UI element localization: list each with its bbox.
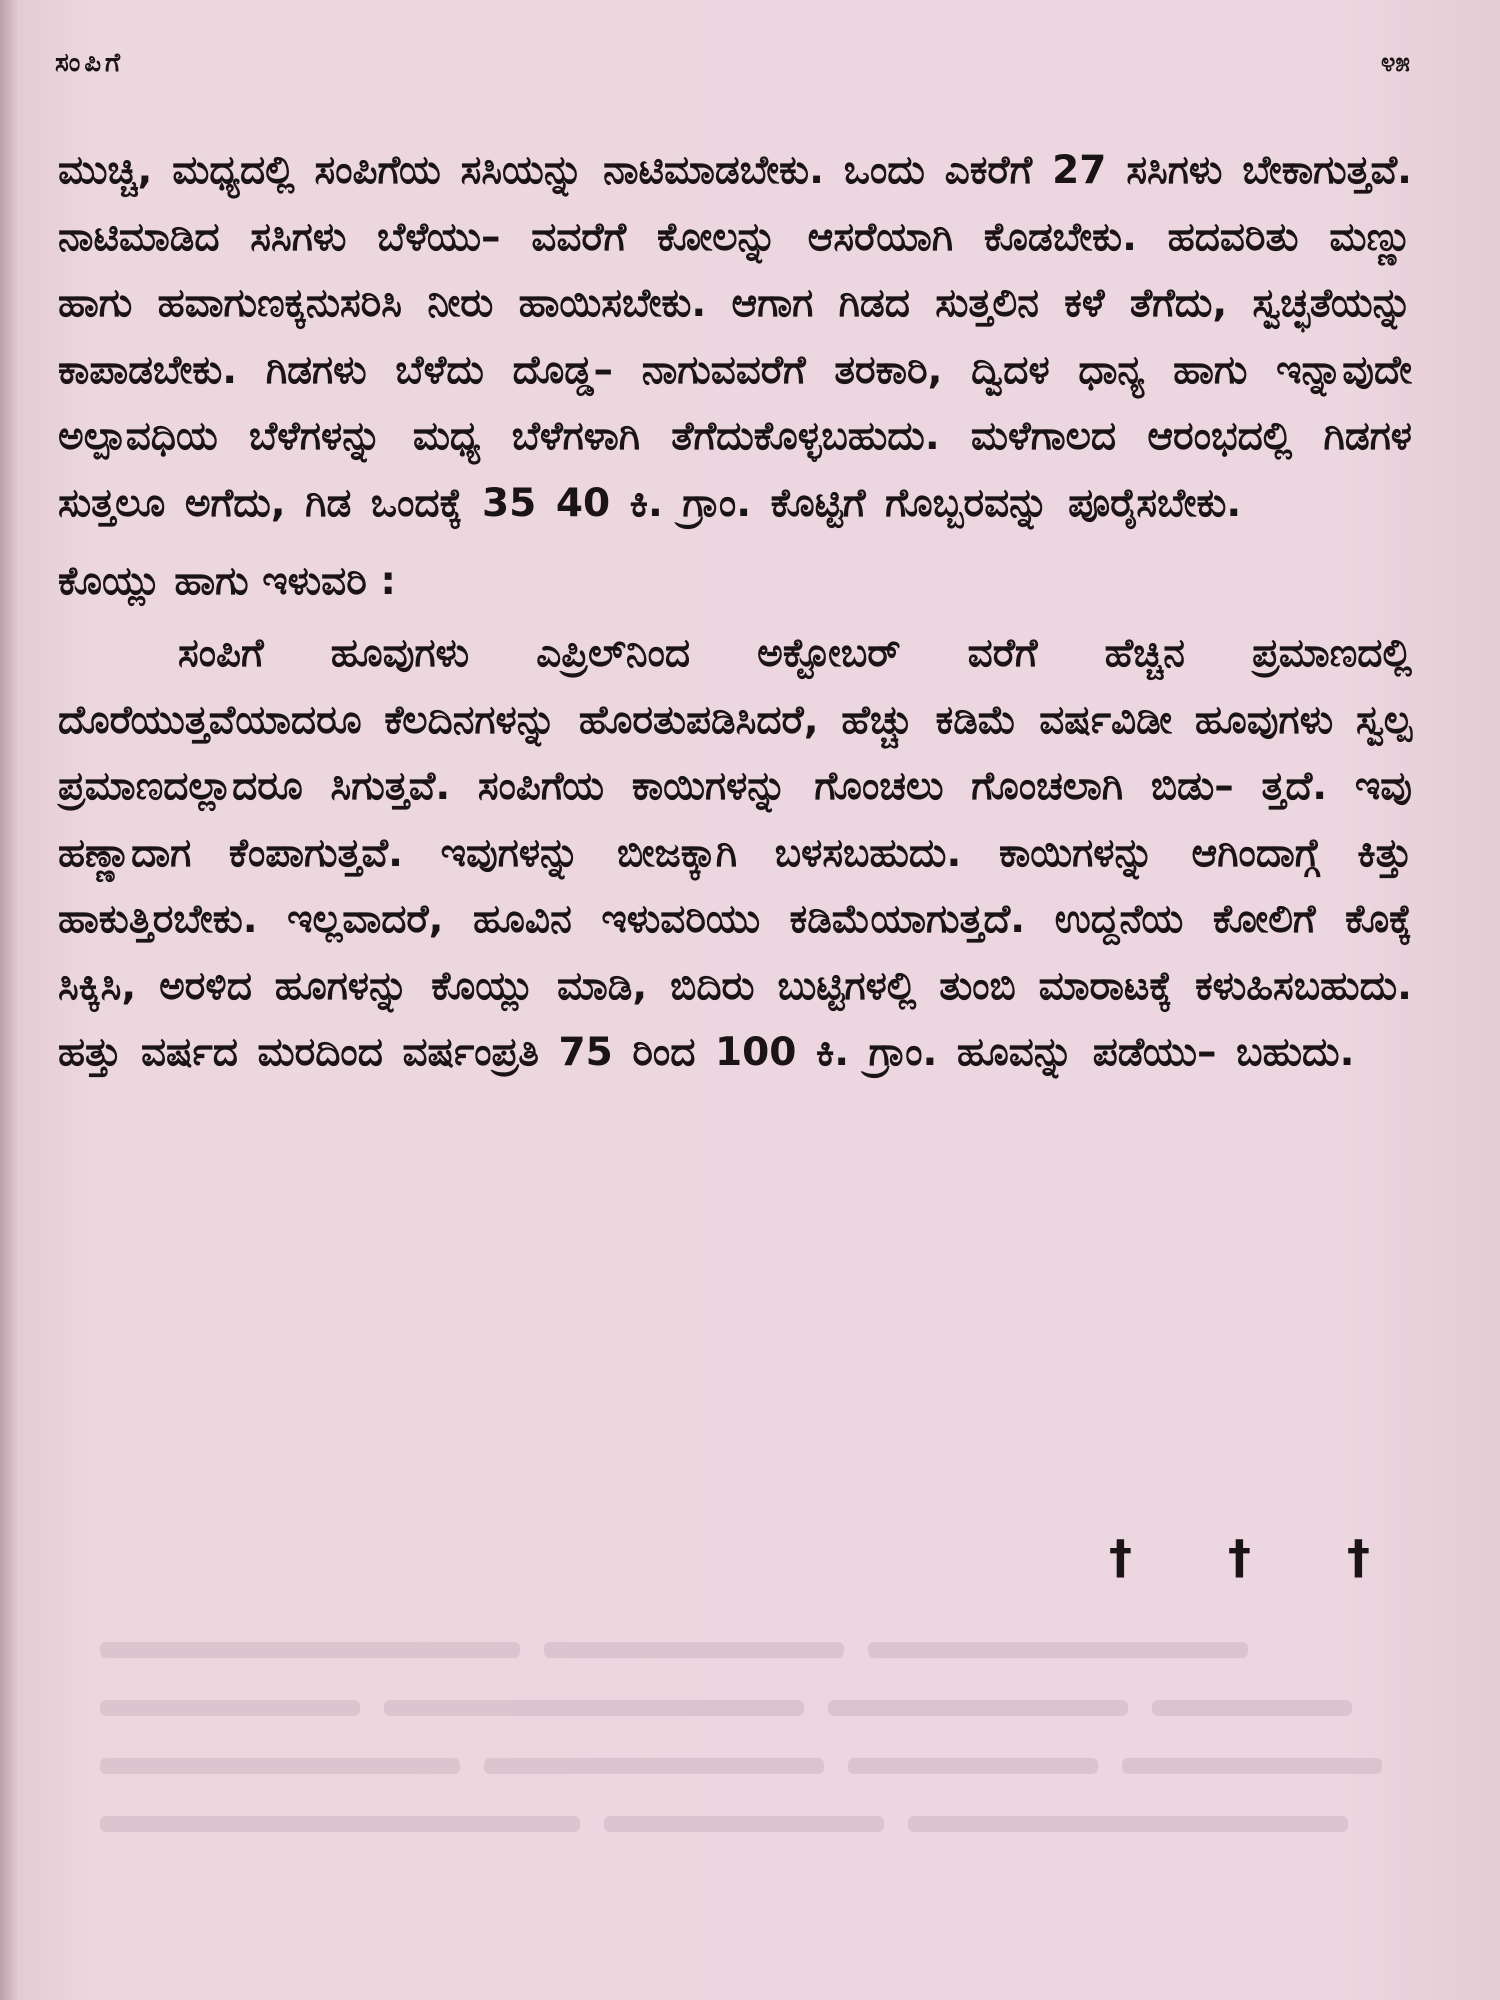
running-head: ಸಂಪಿಗೆ	[55, 48, 125, 78]
page-header	[55, 48, 1410, 88]
page-number: ೪೫	[1380, 48, 1410, 78]
paragraph-cultivation: ಮುಚ್ಚಿ, ಮಧ್ಯದಲ್ಲಿ ಸಂಪಿಗೆಯ ಸಸಿಯನ್ನು ನಾಟಿಮಾಡಬೇಕು. ಒಂದು ಎಕರೆಗೆ 27 ಸಸಿಗಳು ಬೇಕಾಗುತ್ತವೆ. ನಾಟಿಮಾಡಿದ ಸಸಿಗಳು ಬೆಳೆಯು– ವವರೆಗೆ ಕೋಲನ್ನು ಆಸರೆಯಾಗಿ ಕೊಡಬೇಕು. ಹದವರಿತು ಮಣ್ಣು ಹಾಗು ಹವಾಗುಣಕ್ಕನುಸರಿಸಿ ನೀರು ಹಾಯಿಸಬೇಕು. ಆಗಾಗ ಗಿಡದ ಸುತ್ತಲಿನ ಕಳೆ ತೆಗೆದು, ಸ್ವಚ್ಛತೆಯನ್ನು ಕಾಪಾಡಬೇಕು. ಗಿಡಗಳು ಬೆಳೆದು ದೊಡ್ಡ– ನಾಗುವವರೆಗೆ ತರಕಾರಿ, ದ್ವಿದಳ ಧಾನ್ಯ ಹಾಗು ಇನ್ನಾವುದೇ ಅಲ್ಪಾವಧಿಯ ಬೆಳೆಗಳನ್ನು ಮಧ್ಯ ಬೆಳೆಗಳಾಗಿ ತೆಗೆದುಕೊಳ್ಳಬಹುದು. ಮಳೆಗಾಲದ ಆರಂಭದಲ್ಲಿ ಗಿಡಗಳ ಸುತ್ತಲೂ ಅಗೆದು, ಗಿಡ ಒಂದಕ್ಕೆ 35 40 ಕಿ. ಗ್ರಾಂ. ಕೊಟ್ಟಿಗೆ ಗೊಬ್ಬರವನ್ನು ಪೂರೈಸಬೇಕು.	[58, 148, 1412, 526]
paragraph-harvest: ಸಂಪಿಗೆ ಹೂವುಗಳು ಎಪ್ರಿಲ್‌ನಿಂದ ಅಕ್ಟೋಬರ್ ವರೆಗೆ ಹೆಚ್ಚಿನ ಪ್ರಮಾಣದಲ್ಲಿ ದೊರೆಯುತ್ತವೆಯಾದರೂ ಕೆಲದಿನಗಳನ್ನು ಹೊರತುಪಡಿಸಿದರೆ, ಹೆಚ್ಚು ಕಡಿಮೆ ವರ್ಷವಿಡೀ ಹೂವುಗಳು ಸ್ವಲ್ಪ ಪ್ರಮಾಣದಲ್ಲಾದರೂ ಸಿಗುತ್ತವೆ. ಸಂಪಿಗೆಯ ಕಾಯಿಗಳನ್ನು ಗೊಂಚಲು ಗೊಂಚಲಾಗಿ ಬಿಡು– ತ್ತದೆ. ಇವು ಹಣ್ಣಾದಾಗ ಕೆಂಪಾಗುತ್ತವೆ. ಇವುಗಳನ್ನು ಬೀಜಕ್ಕಾಗಿ ಬಳಸಬಹುದು. ಕಾಯಿಗಳನ್ನು ಆಗಿಂದಾಗ್ಗೆ ಕಿತ್ತು ಹಾಕುತ್ತಿರಬೇಕು. ಇಲ್ಲವಾದರೆ, ಹೂವಿನ ಇಳುವರಿಯು ಕಡಿಮೆಯಾಗುತ್ತದೆ. ಉದ್ದನೆಯ ಕೋಲಿಗೆ ಕೊಕ್ಕೆ ಸಿಕ್ಕಿಸಿ, ಅರಳಿದ ಹೂಗಳನ್ನು ಕೊಯ್ಲು ಮಾಡಿ, ಬಿದಿರು ಬುಟ್ಟಿಗಳಲ್ಲಿ ತುಂಬಿ ಮಾರಾಟಕ್ಕೆ ಕಳುಹಿಸಬಹುದು. ಹತ್ತು ವರ್ಷದ ಮರದಿಂದ ವರ್ಷಂಪ್ರತಿ 75 ರಿಂದ 100 ಕಿ. ಗ್ರಾಂ. ಹೂವನ್ನು ಪಡೆಯು– ಬಹುದು.	[58, 631, 1412, 1075]
show-through-text	[100, 1620, 1420, 1852]
end-mark: † † †	[1108, 1530, 1410, 1584]
body-text	[58, 138, 1412, 1087]
section-heading-harvest: ಕೊಯ್ಲು ಹಾಗು ಇಳುವರಿ :	[58, 559, 396, 604]
book-spine-shadow	[0, 0, 18, 2000]
